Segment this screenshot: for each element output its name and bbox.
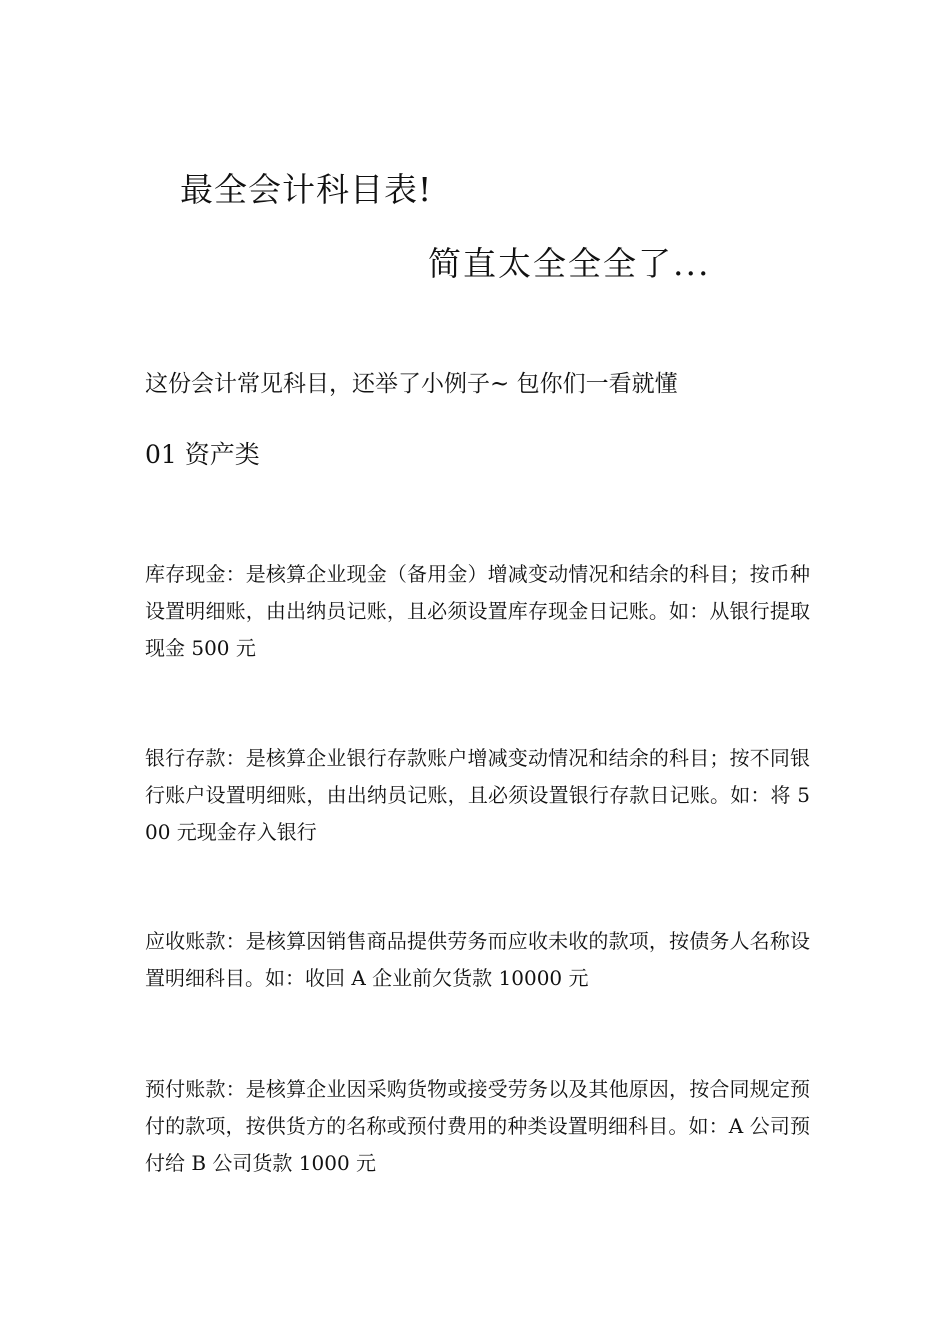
entry-bank-deposit: 银行存款：是核算企业银行存款账户增减变动情况和结余的科目；按不同银行账户设置明细账，由出纳员记账，且必须设置银行存款日记账。如：将 500 元现金存入银行 [145, 746, 810, 844]
document-title-line-1: 最全会计科目表! [180, 170, 433, 209]
entry-cash-on-hand: 库存现金：是核算企业现金（备用金）增减变动情况和结余的科目；按币种设置明细账，由出纳员记账，且必须设置库存现金日记账。如：从银行提取现金 500 元 [145, 562, 810, 660]
entry-prepayments: 预付账款：是核算企业因采购货物或接受劳务以及其他原因，按合同规定预付的款项，按供货方的名称或预付费用的种类设置明细科目。如：A 公司预付给 B 公司货款 1000 元 [145, 1077, 810, 1175]
intro-paragraph: 这份会计常见科目，还举了小例子~ 包你们一看就懂 [145, 371, 678, 397]
entry-accounts-receivable: 应收账款：是核算因销售商品提供劳务而应收未收的款项，按债务人名称设置明细科目。如：收回 A 企业前欠货款 10000 元 [145, 929, 810, 990]
section-heading-assets: 01 资产类 [145, 440, 260, 469]
document-title-line-2: 简直太全全全了... [428, 244, 711, 283]
